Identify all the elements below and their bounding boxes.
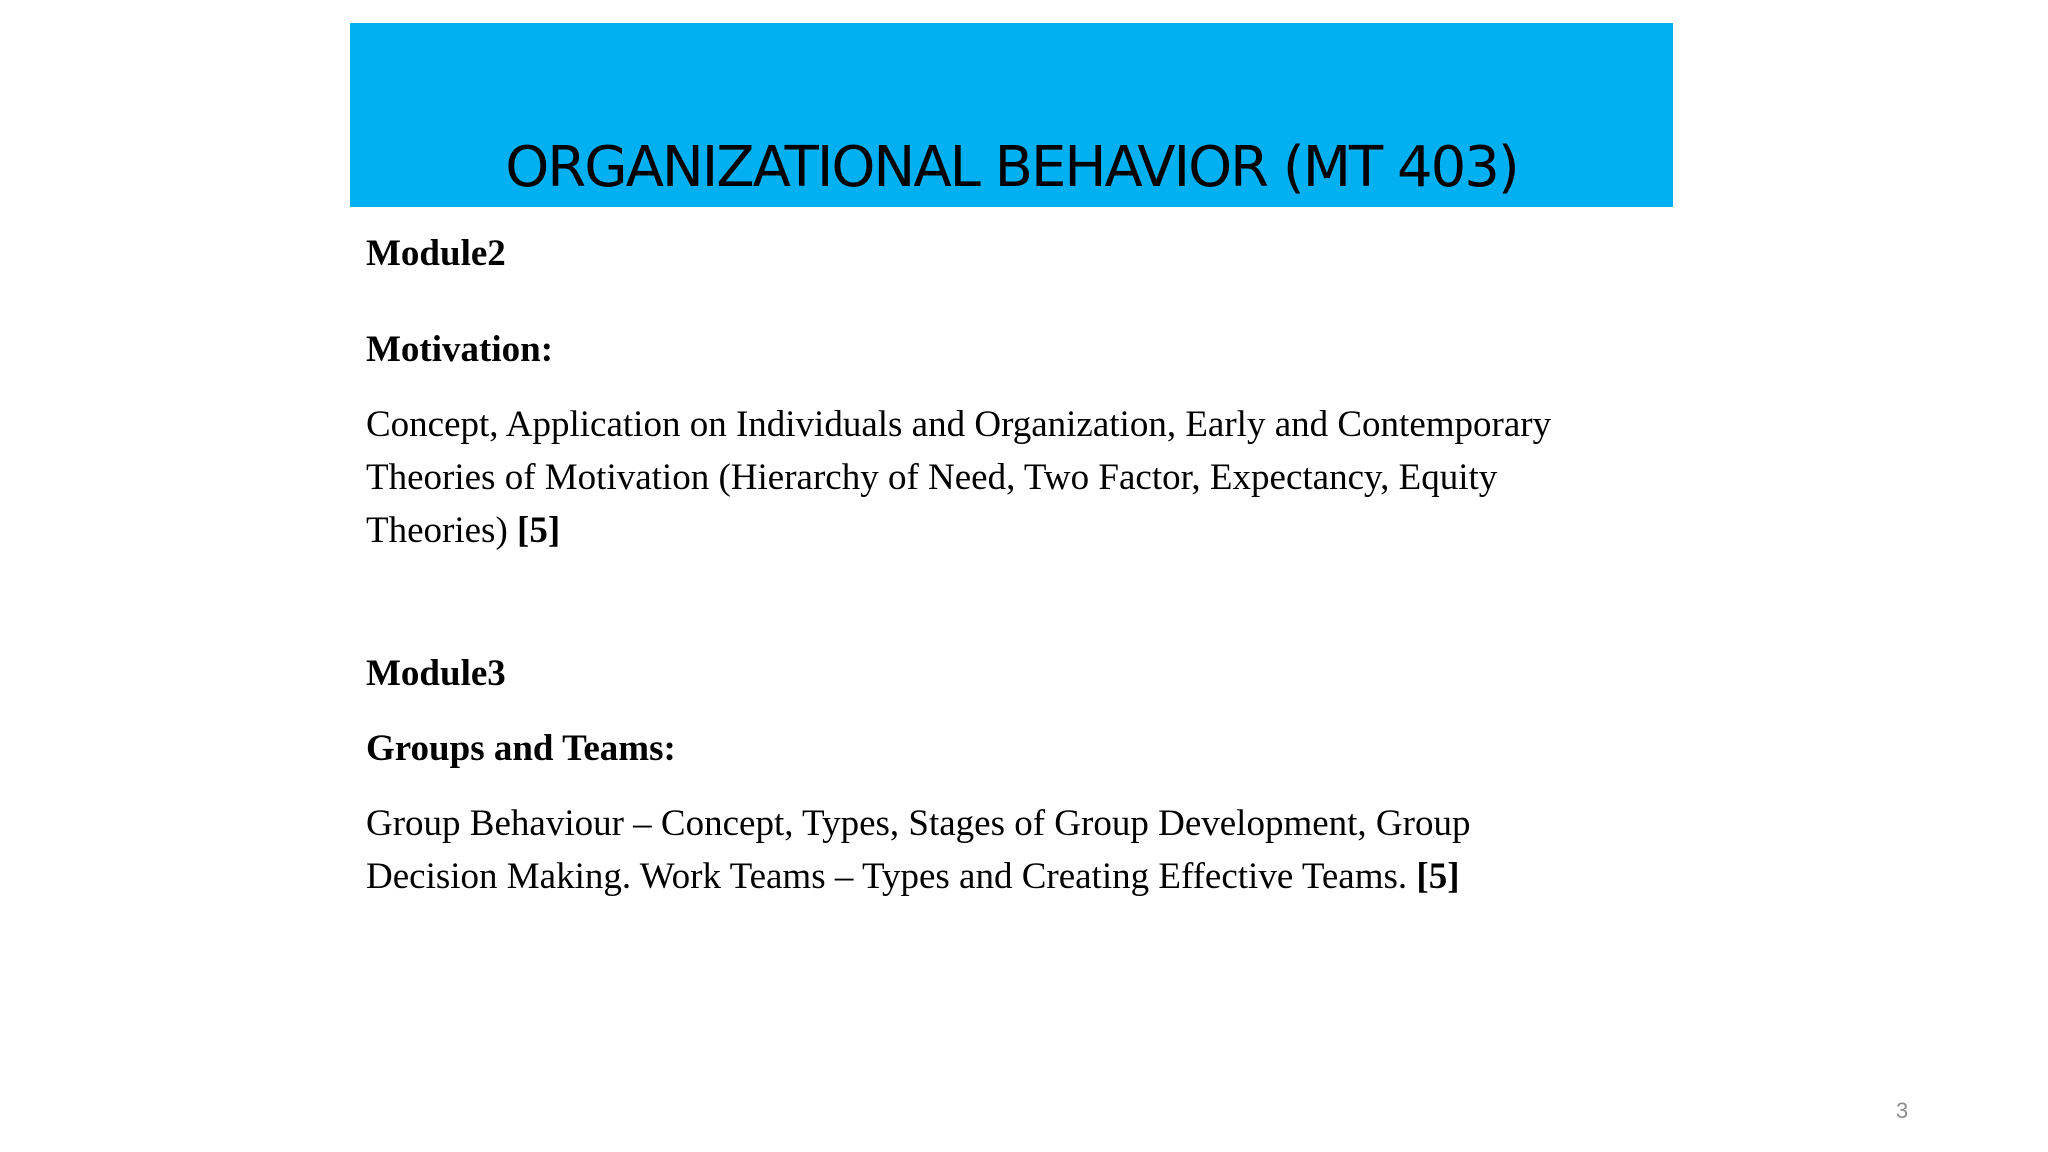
module2-description: Concept, Application on Individuals and Organization, Early and Contemporary Theories of Motivation (Hierarchy of Need, Two Factor, Expectancy, Equity Theories) — [366, 404, 1552, 551]
slide-title: ORGANIZATIONAL BEHAVIOR (MT 403) — [505, 135, 1518, 200]
module2-hours: [5] — [517, 510, 561, 551]
module3-hours: [5] — [1416, 856, 1460, 897]
title-banner — [350, 23, 1673, 207]
module3-label: Module3 — [366, 653, 506, 694]
slide-content — [366, 228, 1666, 903]
module2-topic: Motivation: — [366, 329, 554, 370]
module2-description-block — [366, 398, 1646, 557]
module3-description-block — [366, 797, 1576, 903]
module3-description: Group Behaviour – Concept, Types, Stages of Group Development, Group Decision Making. Work Teams – Types and Creating Effective Teams. — [366, 803, 1471, 897]
module2-label: Module2 — [366, 233, 506, 274]
page-number: 3 — [1896, 1098, 1909, 1123]
module3-topic: Groups and Teams: — [366, 728, 676, 769]
